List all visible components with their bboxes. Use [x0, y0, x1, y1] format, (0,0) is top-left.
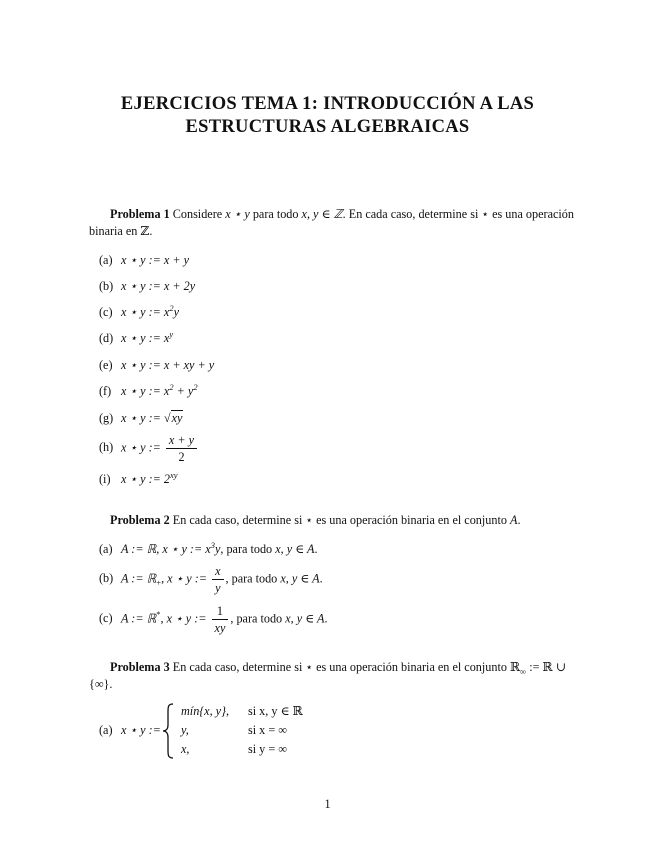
item-expr: x ⋆ y := x — [121, 331, 170, 345]
item-tail: , para todo — [225, 571, 278, 586]
problem-2-item-c — [99, 604, 328, 635]
item-label: (g) — [99, 411, 114, 425]
problem-3-set: ℝ — [510, 660, 521, 674]
item-label: (f) — [99, 384, 112, 398]
item-label: (h) — [99, 440, 114, 455]
denominator: y — [215, 581, 221, 595]
item-label: (c) — [99, 305, 113, 319]
left-brace-icon — [161, 703, 175, 759]
problem-1-item-f — [99, 383, 198, 399]
problem-1-text-a: Considere — [172, 207, 223, 221]
problem-1-vars: x, y ∈ ℤ — [301, 207, 343, 221]
case-row-1-condition: si x, y ∈ ℝ — [248, 704, 303, 718]
item-expr: x ⋆ y := x — [121, 384, 170, 398]
radicand: xy — [171, 411, 183, 425]
item-label: (a) — [99, 723, 113, 737]
item-expr-post: y — [214, 542, 221, 556]
problem-3-item-a — [99, 703, 359, 759]
problem-3-set-subscript: ∞ — [520, 666, 527, 677]
problem-1-item-d — [99, 330, 173, 346]
item-label: (d) — [99, 331, 114, 345]
problem-3-text: En cada caso, determine si ⋆ es una operación binaria en el conjunto — [172, 660, 507, 674]
item-label: (i) — [99, 472, 111, 486]
denominator: xy — [214, 621, 226, 635]
problem-3-statement — [89, 659, 581, 693]
square-root — [164, 410, 184, 426]
case-row-2-condition: si x = ∞ — [248, 723, 287, 737]
problem-2-text: En cada caso, determine si ⋆ es una operación binaria en el conjunto — [172, 513, 507, 527]
item-label: (b) — [99, 279, 114, 293]
problem-1-item-e — [99, 357, 214, 373]
denominator: 2 — [178, 450, 185, 464]
item-expr: A := ℝ — [121, 571, 157, 586]
fraction — [212, 604, 229, 635]
problem-3-heading: Problema 3 — [110, 660, 170, 674]
radical-sign: √ — [163, 411, 171, 425]
page-number: 1 — [324, 797, 331, 811]
problem-2-heading: Problema 2 — [110, 513, 170, 527]
item-expr: x ⋆ y := x + xy + y — [121, 358, 215, 372]
item-exponent: 3 — [210, 539, 215, 550]
problem-1-item-g — [99, 410, 183, 426]
item-tail: , para todo — [230, 611, 283, 626]
item-label: (e) — [99, 358, 113, 372]
problem-1-op: x ⋆ y — [225, 207, 250, 221]
problem-2-set: A — [510, 513, 518, 527]
title-line-2: ESTRUCTURAS ALGEBRAICAS — [185, 117, 470, 137]
item-expr: x ⋆ y := x + y — [121, 253, 190, 267]
item-expr-mid: , x ⋆ y := — [161, 571, 211, 586]
item-exponent: 2 — [169, 302, 174, 313]
item-end: . — [319, 571, 323, 586]
problem-2-item-b — [99, 564, 323, 595]
problem-1-item-i — [99, 471, 178, 487]
fraction — [166, 433, 197, 464]
problem-1-statement — [89, 206, 581, 240]
item-exponent-2: 2 — [193, 381, 198, 392]
item-superscript: * — [156, 609, 161, 620]
problem-2-statement: Problema 2 En cada caso, determine si ⋆ es una operación binaria en el conjunto A. — [110, 513, 521, 527]
problem-1-text-b: para todo — [252, 207, 299, 221]
item-end: . — [314, 542, 318, 556]
item-expr: x ⋆ y := — [121, 411, 164, 425]
item-label: (b) — [99, 571, 114, 586]
item-expr: x ⋆ y := — [121, 440, 164, 455]
numerator: x + y — [166, 433, 197, 449]
item-exponent: y — [169, 328, 174, 339]
problem-1-heading: Problema 1 — [110, 207, 170, 221]
item-expr: x ⋆ y := 2 — [121, 472, 171, 486]
problem-1-item-c — [99, 304, 179, 320]
problem-1-item-b — [99, 278, 195, 294]
item-expr-post: y — [173, 305, 179, 319]
item-vars: x, y ∈ A — [275, 542, 315, 556]
case-row-3-value: x, — [181, 742, 190, 756]
page-title — [60, 93, 595, 139]
item-expr: A := ℝ — [121, 611, 157, 626]
numerator: x — [212, 564, 223, 580]
item-expr: x ⋆ y := x + 2y — [121, 279, 196, 293]
item-end: . — [324, 611, 328, 626]
item-label: (a) — [99, 542, 113, 556]
item-subscript: + — [156, 577, 162, 588]
item-label: (c) — [99, 611, 113, 626]
item-vars: x, y ∈ A — [285, 611, 325, 626]
problem-3-set-definition: := ℝ ∪ {∞}. — [89, 660, 566, 691]
item-label: (a) — [99, 253, 113, 267]
title-line-1: EJERCICIOS TEMA 1: INTRODUCCIÓN A LAS — [120, 94, 535, 114]
case-row-2-value: y, — [181, 723, 189, 737]
item-exponent: xy — [170, 469, 178, 480]
item-exponent: 2 — [169, 381, 174, 392]
numerator: 1 — [212, 604, 229, 620]
item-expr-mid: , x ⋆ y := — [160, 611, 210, 626]
case-row-1-value: mín{x, y}, — [181, 704, 229, 718]
item-expr: x ⋆ y := x — [121, 305, 170, 319]
item-expr-mid: + y — [173, 384, 194, 398]
item-expr: A := ℝ, x ⋆ y := x — [121, 542, 211, 556]
case-row-3-condition: si y = ∞ — [248, 742, 287, 756]
item-vars: x, y ∈ A — [280, 571, 320, 586]
problem-2-item-a — [99, 541, 318, 557]
problem-1-item-h — [99, 433, 199, 464]
problem-1-item-a — [99, 252, 189, 268]
item-expr: x ⋆ y := — [121, 723, 161, 737]
fraction — [212, 564, 223, 595]
problem-1-text-c: . En cada caso, determine si ⋆ es una operación binaria en ℤ. — [89, 207, 574, 238]
cases-lhs — [99, 723, 161, 738]
item-tail: , para todo — [220, 542, 273, 556]
